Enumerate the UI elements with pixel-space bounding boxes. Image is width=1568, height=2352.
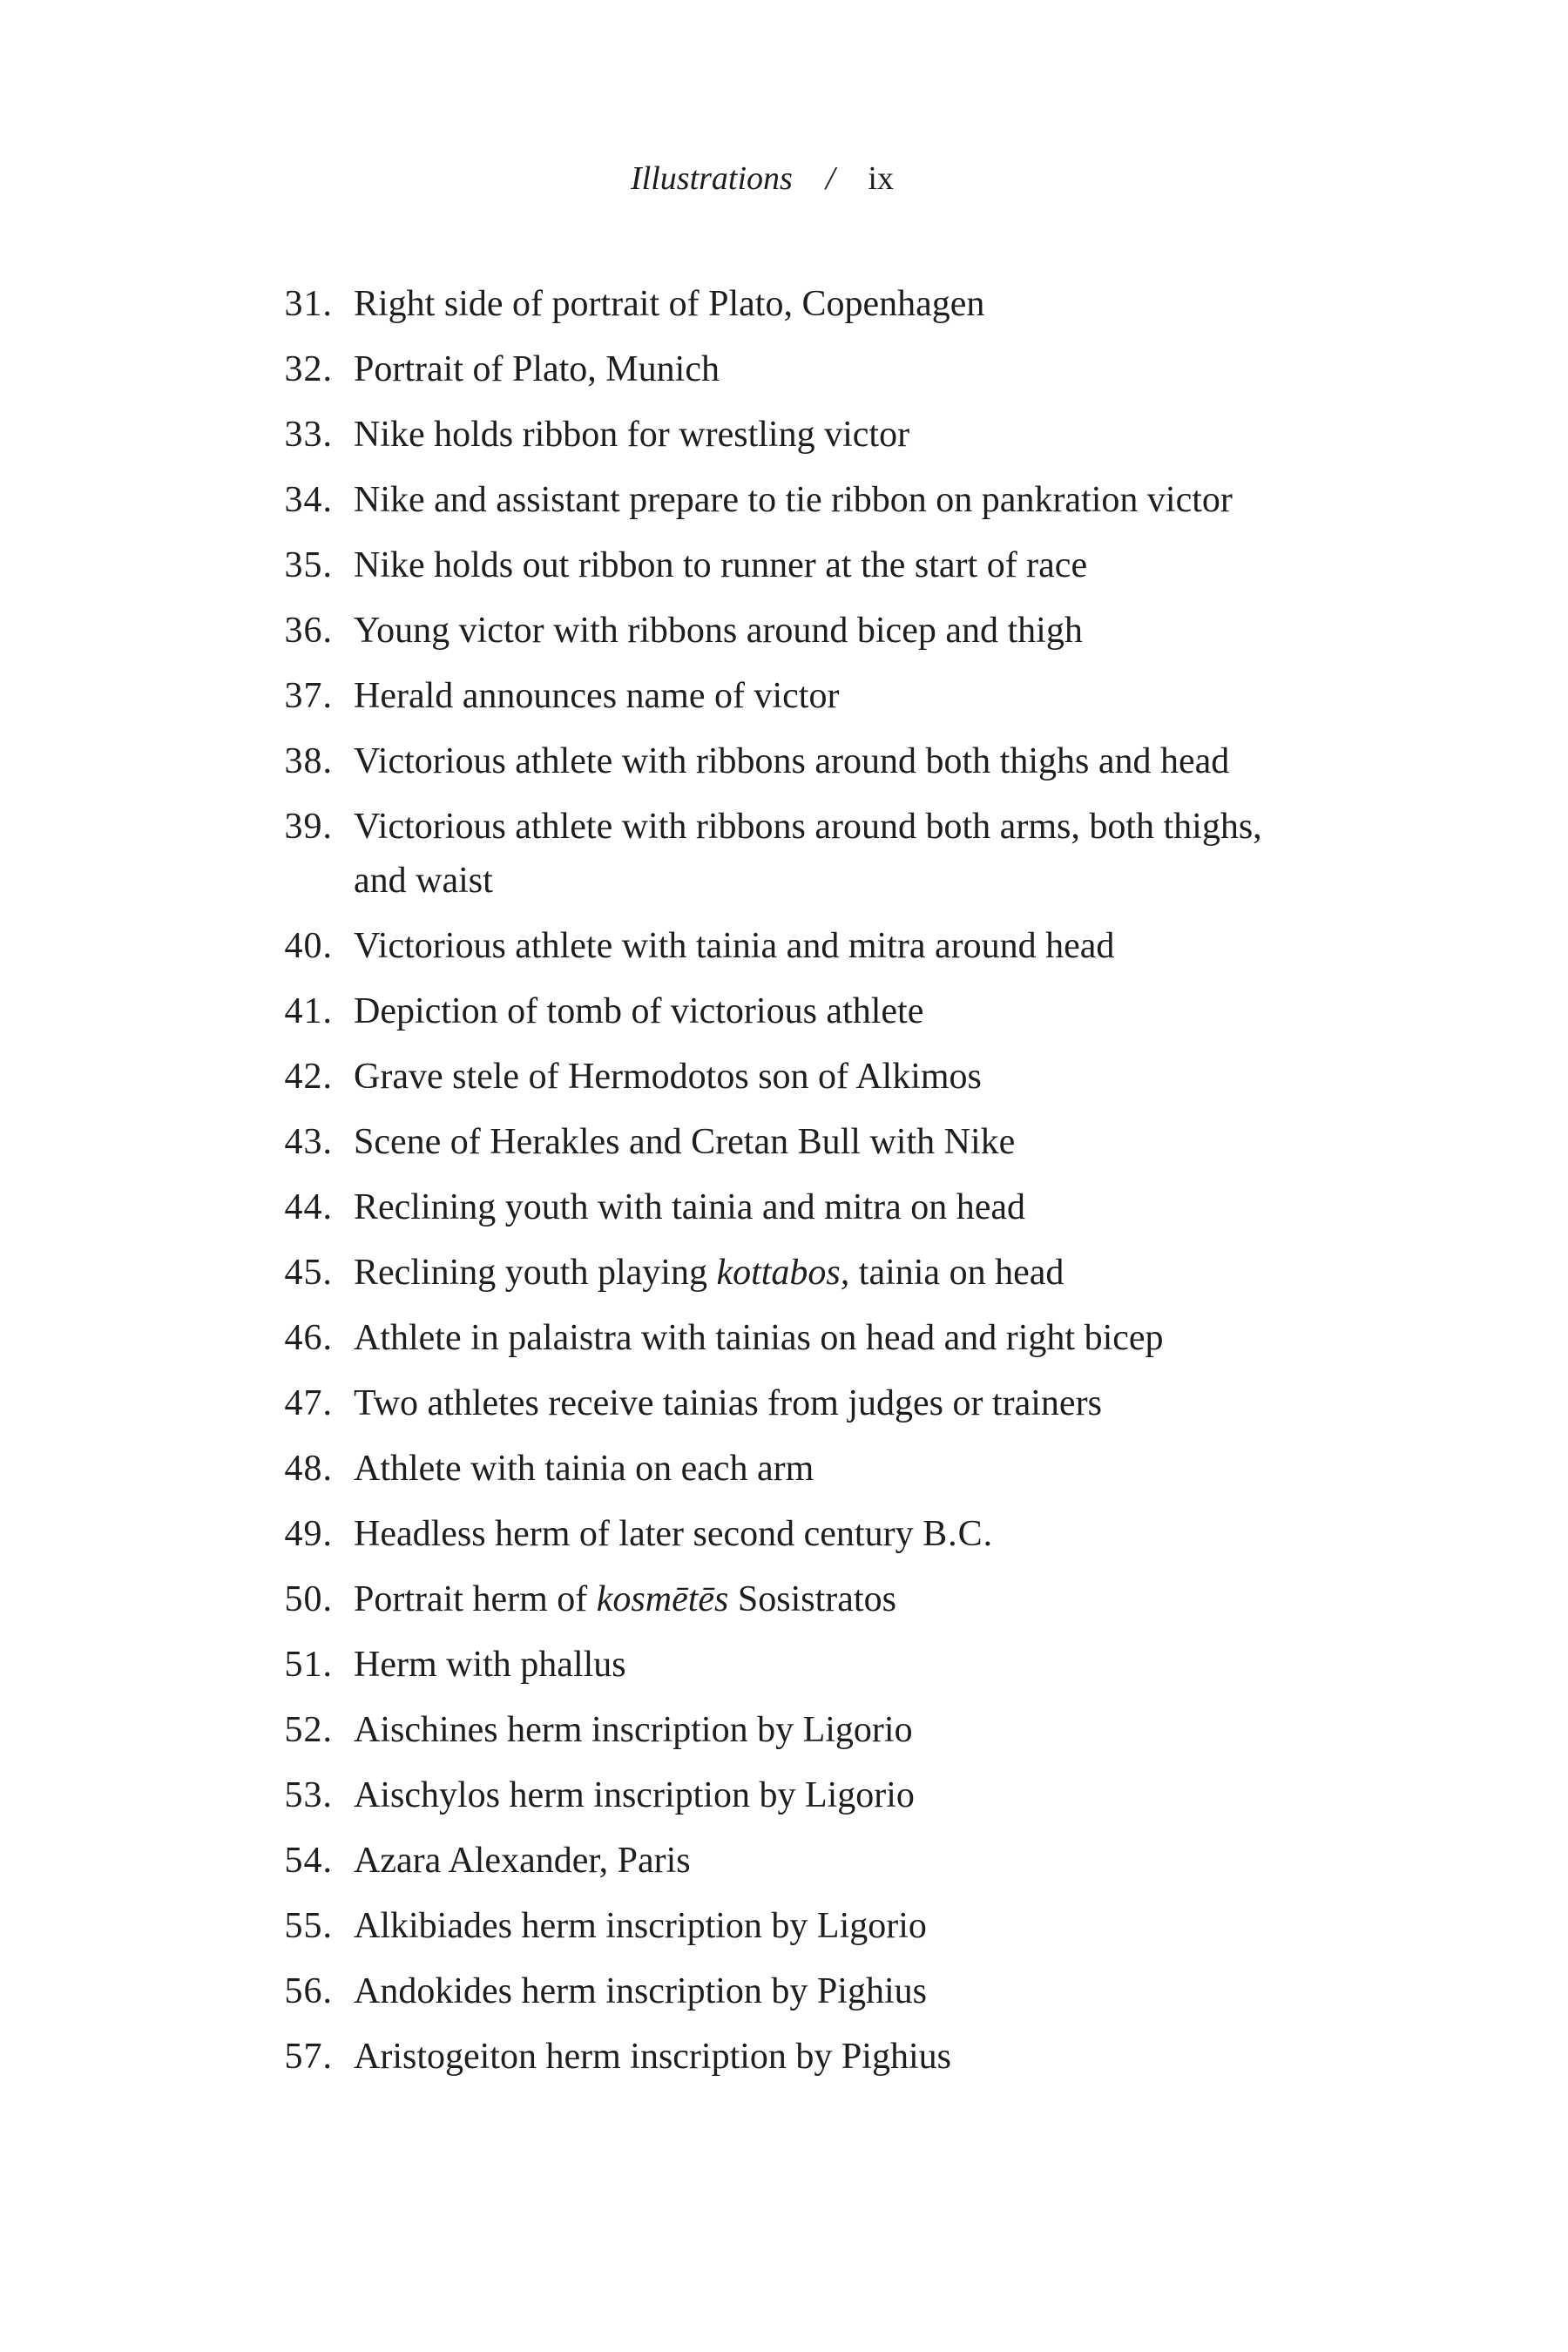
page-number: ix bbox=[868, 160, 894, 197]
caption-text: Portrait of Plato, Munich bbox=[354, 349, 720, 389]
caption-text: Andokides herm inscription by Pighius bbox=[354, 1971, 927, 2011]
caption-text: Azara Alexander, Paris bbox=[354, 1841, 691, 1881]
entry-number: 46. bbox=[284, 1318, 333, 1358]
entry-caption bbox=[354, 1246, 1321, 1300]
entry-caption bbox=[354, 1572, 1321, 1626]
entry-caption bbox=[354, 1180, 1321, 1234]
caption-text: Herm with phallus bbox=[354, 1645, 626, 1685]
entry-number: 54. bbox=[284, 1841, 333, 1881]
entry-caption bbox=[354, 408, 1321, 462]
entry-number: 41. bbox=[284, 991, 333, 1031]
entry-caption bbox=[354, 277, 1321, 331]
list-item bbox=[0, 800, 1568, 908]
list-item bbox=[0, 984, 1568, 1038]
caption-text: Nike holds ribbon for wrestling victor bbox=[354, 415, 910, 455]
caption-text: Nike holds out ribbon to runner at the start of race bbox=[354, 545, 1088, 585]
caption-text: Athlete in palaistra with tainias on head and right bicep bbox=[354, 1318, 1164, 1358]
caption-italic-term: kottabos, bbox=[716, 1253, 850, 1293]
entry-number: 49. bbox=[284, 1514, 333, 1554]
caption-text: Headless herm of later second century bbox=[354, 1514, 923, 1554]
list-item bbox=[0, 1964, 1568, 2018]
list-item bbox=[0, 408, 1568, 462]
caption-text: Athlete with tainia on each arm bbox=[354, 1449, 814, 1489]
list-item bbox=[0, 669, 1568, 723]
entry-number: 52. bbox=[284, 1710, 333, 1750]
caption-text: tainia on head bbox=[849, 1253, 1064, 1293]
list-item bbox=[0, 342, 1568, 396]
entry-caption bbox=[354, 1442, 1321, 1496]
list-item bbox=[0, 1050, 1568, 1104]
illustration-list bbox=[0, 277, 1568, 2095]
list-item bbox=[0, 473, 1568, 527]
list-item bbox=[0, 1638, 1568, 1692]
entry-caption bbox=[354, 2030, 1321, 2084]
entry-caption bbox=[354, 984, 1321, 1038]
entry-number: 34. bbox=[284, 480, 333, 520]
entry-caption bbox=[354, 473, 1321, 527]
list-item bbox=[0, 1703, 1568, 1757]
list-item bbox=[0, 604, 1568, 658]
list-item bbox=[0, 1376, 1568, 1430]
caption-text: Alkibiades herm inscription by Ligorio bbox=[354, 1906, 927, 1946]
caption-era-abbreviation: B.C. bbox=[923, 1514, 994, 1554]
entry-number: 53. bbox=[284, 1775, 333, 1815]
entry-caption bbox=[354, 1768, 1321, 1822]
caption-text: Reclining youth playing bbox=[354, 1253, 717, 1293]
entry-number: 38. bbox=[284, 741, 333, 781]
entry-caption bbox=[354, 919, 1321, 973]
entry-number: 51. bbox=[284, 1645, 333, 1685]
entry-number: 35. bbox=[284, 545, 333, 585]
entry-caption bbox=[354, 1964, 1321, 2018]
entry-number: 42. bbox=[284, 1057, 333, 1097]
list-item bbox=[0, 1768, 1568, 1822]
list-item bbox=[0, 734, 1568, 788]
caption-text: Herald announces name of victor bbox=[354, 676, 840, 716]
entry-caption bbox=[354, 669, 1321, 723]
list-item bbox=[0, 1899, 1568, 1953]
caption-text: Scene of Herakles and Cretan Bull with Nike bbox=[354, 1122, 1016, 1162]
caption-text: Victorious athlete with tainia and mitra around head bbox=[354, 926, 1115, 966]
entry-caption bbox=[354, 1376, 1321, 1430]
entry-caption bbox=[354, 538, 1321, 592]
entry-caption bbox=[354, 604, 1321, 658]
entry-caption bbox=[354, 1311, 1321, 1365]
entry-caption bbox=[354, 1899, 1321, 1953]
caption-text: Victorious athlete with ribbons around both thighs and head bbox=[354, 741, 1230, 781]
entry-number: 39. bbox=[284, 807, 333, 847]
list-item bbox=[0, 1507, 1568, 1561]
list-item bbox=[0, 919, 1568, 973]
list-item bbox=[0, 1834, 1568, 1888]
entry-number: 45. bbox=[284, 1253, 333, 1293]
entry-caption bbox=[354, 1115, 1321, 1169]
running-head-separator: / bbox=[825, 160, 835, 197]
list-item bbox=[0, 277, 1568, 331]
caption-text: Young victor with ribbons around bicep and thigh bbox=[354, 611, 1083, 651]
entry-caption bbox=[354, 1507, 1321, 1561]
entry-number: 56. bbox=[284, 1971, 333, 2011]
caption-text: Nike and assistant prepare to tie ribbon on pankration victor bbox=[354, 480, 1233, 520]
caption-text: Portrait herm of bbox=[354, 1579, 597, 1619]
entry-number: 36. bbox=[284, 611, 333, 651]
running-head bbox=[0, 157, 1568, 200]
list-item bbox=[0, 1246, 1568, 1300]
caption-text: Aristogeiton herm inscription by Pighius bbox=[354, 2037, 951, 2077]
entry-number: 43. bbox=[284, 1122, 333, 1162]
entry-caption bbox=[354, 1703, 1321, 1757]
running-head-section: Illustrations bbox=[631, 160, 793, 197]
caption-text: Aischines herm inscription by Ligorio bbox=[354, 1710, 913, 1750]
entry-number: 57. bbox=[284, 2037, 333, 2077]
entry-number: 32. bbox=[284, 349, 333, 389]
entry-caption bbox=[354, 734, 1321, 788]
list-item bbox=[0, 1442, 1568, 1496]
caption-text: Reclining youth with tainia and mitra on head bbox=[354, 1187, 1025, 1227]
list-item bbox=[0, 1115, 1568, 1169]
caption-text: Two athletes receive tainias from judges or trainers bbox=[354, 1383, 1102, 1423]
entry-number: 48. bbox=[284, 1449, 333, 1489]
list-item bbox=[0, 1311, 1568, 1365]
caption-text: Right side of portrait of Plato, Copenhagen bbox=[354, 284, 985, 324]
caption-text: Depiction of tomb of victorious athlete bbox=[354, 991, 924, 1031]
entry-number: 37. bbox=[284, 676, 333, 716]
entry-caption bbox=[354, 1638, 1321, 1692]
entry-number: 44. bbox=[284, 1187, 333, 1227]
entry-number: 31. bbox=[284, 284, 333, 324]
entry-number: 50. bbox=[284, 1579, 333, 1619]
entry-caption bbox=[354, 342, 1321, 396]
caption-text: Victorious athlete with ribbons around both arms, both thighs, and waist bbox=[354, 807, 1262, 901]
caption-text: Sosistratos bbox=[728, 1579, 896, 1619]
caption-italic-term: kosmētēs bbox=[596, 1579, 729, 1619]
list-item bbox=[0, 538, 1568, 592]
entry-number: 33. bbox=[284, 415, 333, 455]
list-item bbox=[0, 1572, 1568, 1626]
entry-caption bbox=[354, 1834, 1321, 1888]
entry-caption bbox=[354, 1050, 1321, 1104]
caption-text: Grave stele of Hermodotos son of Alkimos bbox=[354, 1057, 982, 1097]
entry-number: 55. bbox=[284, 1906, 333, 1946]
entry-number: 47. bbox=[284, 1383, 333, 1423]
entry-number: 40. bbox=[284, 926, 333, 966]
list-item bbox=[0, 2030, 1568, 2084]
list-item bbox=[0, 1180, 1568, 1234]
caption-text: Aischylos herm inscription by Ligorio bbox=[354, 1775, 915, 1815]
entry-caption bbox=[354, 800, 1321, 908]
